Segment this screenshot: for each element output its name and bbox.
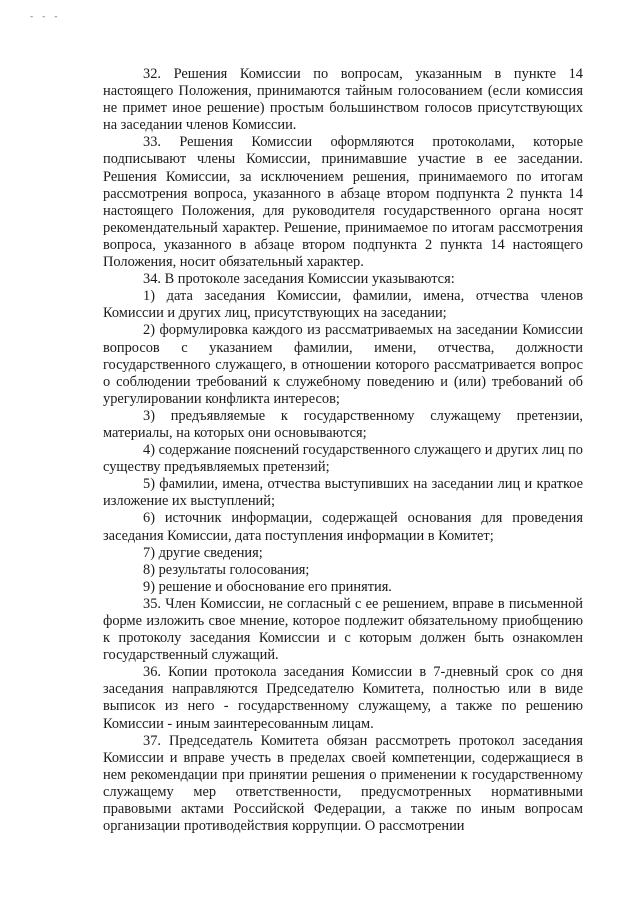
paragraph-37: 37. Председатель Комитета обязан рассмотреть протокол заседания Комиссии и вправе учесть в пределах своей компетенции, содержащиеся в нем рекомендации при принятии решения о применении к государственному служащему мер ответственности, предусмотренных нормативными правовыми актами Российской Федерации, а также по иным вопросам организации противодействия коррупции. О рассмотрении [103,732,583,835]
list-item-6: 6) источник информации, содержащей основания для проведения заседания Комиссии, дата поступления информации в Комитет; [103,510,583,544]
paragraph-33: 33. Решения Комиссии оформляются протоколами, которые подписывают члены Комиссии, принимавшие участие в ее заседании. Решения Комиссии, за исключением решения, принимаемого по итогам рассмотрения вопроса, указанного в абзаце втором подпункта 2 пункта 14 настоящего Положения, для руководителя государственного органа носят рекомендательный характер. Решение, принимаемое по итогам рассмотрения вопроса, указанного в абзаце втором подпункта 2 пункта 14 настоящего Положения, носит обязательный характер. [103,134,583,271]
list-item-2: 2) формулировка каждого из рассматриваемых на заседании Комиссии вопросов с указанием фамилии, имени, отчества, должности государственного служащего, в отношении которого рассматривается вопрос о соблюдении требований к служебному поведению и (или) требований об урегулировании конфликта интересов; [103,322,583,407]
list-item-8: 8) результаты голосования; [143,561,310,578]
paragraph-35: 35. Член Комиссии, не согласный с ее решением, вправе в письменной форме изложить свое мнение, которое подлежит обязательному приобщению к протоколу заседания Комиссии и с которым должен быть ознакомлен государственный служащий. [103,595,583,664]
list-item-3: 3) предъявляемые к государственному служащему претензии, материалы, на которых они основываются; [103,407,583,441]
list-item-9: 9) решение и обоснование его принятия. [143,578,392,595]
scan-artifact-mark: - - - [30,12,61,22]
document-body [103,66,583,835]
list-item-1: 1) дата заседания Комиссии, фамилии, имена, отчества членов Комиссии и других лиц, присутствующих на заседании; [103,288,583,322]
paragraph-32: 32. Решения Комиссии по вопросам, указанным в пункте 14 настоящего Положения, принимаются тайным голосованием (если комиссия не примет иное решение) простым большинством голосов присутствующих на заседании членов Комиссии. [103,66,583,134]
paragraph-34: 34. В протоколе заседания Комиссии указываются: [143,271,455,288]
list-item-7: 7) другие сведения; [143,544,263,561]
list-item-4: 4) содержание пояснений государственного служащего и других лиц по существу предъявляемых претензий; [103,442,583,476]
paragraph-36: 36. Копии протокола заседания Комиссии в 7-дневный срок со дня заседания направляются Председателю Комитета, полностью или в виде выписок из него - государственному служащему, а также по решению Комиссии - иным заинтересованным лицам. [103,664,583,732]
list-item-5: 5) фамилии, имена, отчества выступивших на заседании лиц и краткое изложение их выступлений; [103,476,583,510]
